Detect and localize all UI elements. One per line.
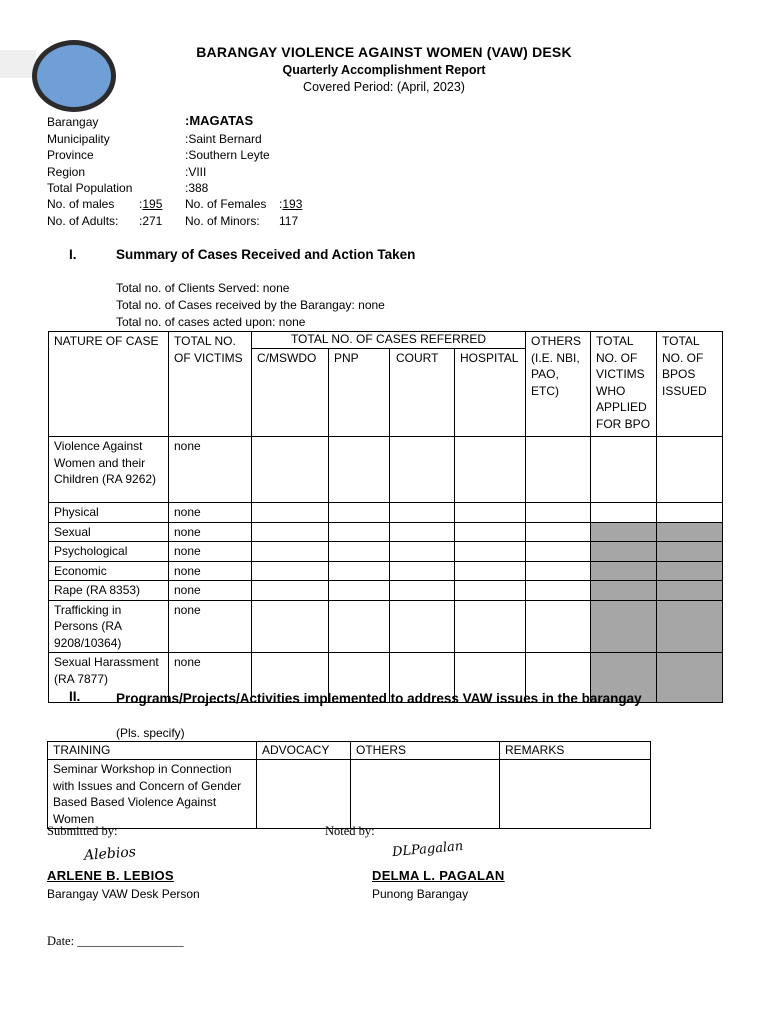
header-bpos-issued: TOTAL NO. OF BPOS ISSUED <box>657 332 723 437</box>
header-advocacy: ADVOCACY <box>257 742 351 760</box>
date-line <box>47 934 183 949</box>
cases-received: Total no. of Cases received by the Barangay: none <box>116 298 385 312</box>
right-signatory-name: DELMA L. PAGALAN <box>372 868 505 883</box>
table-row <box>49 437 723 503</box>
left-signatory-position: Barangay VAW Desk Person <box>47 887 200 901</box>
case-name: Rape (RA 8353) <box>49 581 169 601</box>
header-remarks: REMARKS <box>500 742 651 760</box>
header-total-victims: TOTAL NO. OF VICTIMS <box>169 332 252 437</box>
females-colon: : <box>279 197 283 211</box>
case-victims: none <box>169 653 252 703</box>
remarks-value <box>500 760 651 829</box>
right-signatory-position: Punong Barangay <box>372 887 469 901</box>
cases-table <box>48 331 723 703</box>
case-name: Psychological <box>49 542 169 562</box>
section1-title: Summary of Cases Received and Action Taken <box>116 247 416 262</box>
noted-by-label: Noted by: <box>325 824 375 838</box>
case-victims: none <box>169 542 252 562</box>
table-row <box>49 522 723 542</box>
province-value: :Southern Leyte <box>185 148 270 162</box>
section2-title: Programs/Projects/Activities implemented to address VAW issues in the barangay <box>116 691 642 706</box>
clients-served: Total no. of Clients Served: none <box>116 281 290 295</box>
case-name: Economic <box>49 561 169 581</box>
section1-number: I. <box>69 247 77 262</box>
population-value: :388 <box>185 181 209 195</box>
header-pnp: PNP <box>329 349 390 437</box>
table-row <box>49 542 723 562</box>
population-label: Total Population <box>47 181 133 195</box>
submitted-by-label: Submitted by: <box>47 824 118 838</box>
header-court: COURT <box>390 349 455 437</box>
region-value: :VIII <box>185 165 207 179</box>
females-value-wrap <box>279 197 302 211</box>
header-program-others: OTHERS <box>351 742 500 760</box>
header-training: TRAINING <box>48 742 257 760</box>
case-name: Violence Against Women and their Children (RA 9262) <box>49 437 169 503</box>
advocacy-value <box>257 760 351 829</box>
females-value: 193 <box>282 197 303 211</box>
males-value: 195 <box>142 197 163 211</box>
minors-label: No. of Minors: <box>185 214 260 228</box>
municipality-value: :Saint Bernard <box>185 132 262 146</box>
programs-table <box>47 741 651 829</box>
case-name: Sexual <box>49 522 169 542</box>
region-label: Region <box>47 165 86 179</box>
case-name: Trafficking in Persons (RA 9208/10364) <box>49 600 169 653</box>
barangay-value: :MAGATAS <box>185 113 254 128</box>
adults-label: No. of Adults: <box>47 214 119 228</box>
right-signature: DLPagalan <box>391 838 464 861</box>
case-name: Sexual Harassment (RA 7877) <box>49 653 169 703</box>
municipality-label: Municipality <box>47 132 110 146</box>
header-others: OTHERS (I.E. NBI, PAO, ETC) <box>526 332 591 437</box>
training-value: Seminar Workshop in Connection with Issues and Concern of Gender Based Based Violence Against Women <box>48 760 257 829</box>
cases-acted: Total no. of cases acted upon: none <box>116 315 306 329</box>
table-row <box>49 581 723 601</box>
case-victims: none <box>169 600 252 653</box>
case-victims: none <box>169 503 252 523</box>
header-cases-referred: TOTAL NO. OF CASES REFERRED <box>252 332 526 349</box>
covered-period: Covered Period: (April, 2023) <box>303 80 465 94</box>
date-blank: _________________ <box>77 934 184 948</box>
left-signature: Alebios <box>83 844 137 864</box>
header-applied-bpo: TOTAL NO. OF VICTIMS WHO APPLIED FOR BPO <box>591 332 657 437</box>
females-label: No. of Females <box>185 197 267 211</box>
adults-value: :271 <box>139 214 163 228</box>
males-value-wrap <box>139 197 162 211</box>
header-hospital: HOSPITAL <box>455 349 526 437</box>
report-subtitle: Quarterly Accomplishment Report <box>282 63 486 77</box>
case-victims: none <box>169 522 252 542</box>
left-signatory-name: ARLENE B. LEBIOS <box>47 868 174 883</box>
minors-value: 117 <box>279 214 299 228</box>
table-row <box>49 600 723 653</box>
header-cmswdo: C/MSWDO <box>252 349 329 437</box>
case-name: Physical <box>49 503 169 523</box>
header-nature-of-case: NATURE OF CASE <box>49 332 169 437</box>
males-colon: : <box>139 197 143 211</box>
table-row <box>49 561 723 581</box>
section2-number: II. <box>69 689 81 704</box>
province-label: Province <box>47 148 94 162</box>
barangay-label: Barangay <box>47 115 99 129</box>
date-label: Date: <box>47 934 75 948</box>
case-victims: none <box>169 561 252 581</box>
section2-specify: (Pls. specify) <box>116 726 185 740</box>
table-row <box>49 503 723 523</box>
case-victims: none <box>169 581 252 601</box>
males-label: No. of males <box>47 197 115 211</box>
report-title: BARANGAY VIOLENCE AGAINST WOMEN (VAW) DESK <box>196 44 572 60</box>
others-value <box>351 760 500 829</box>
case-victims: none <box>169 437 252 503</box>
